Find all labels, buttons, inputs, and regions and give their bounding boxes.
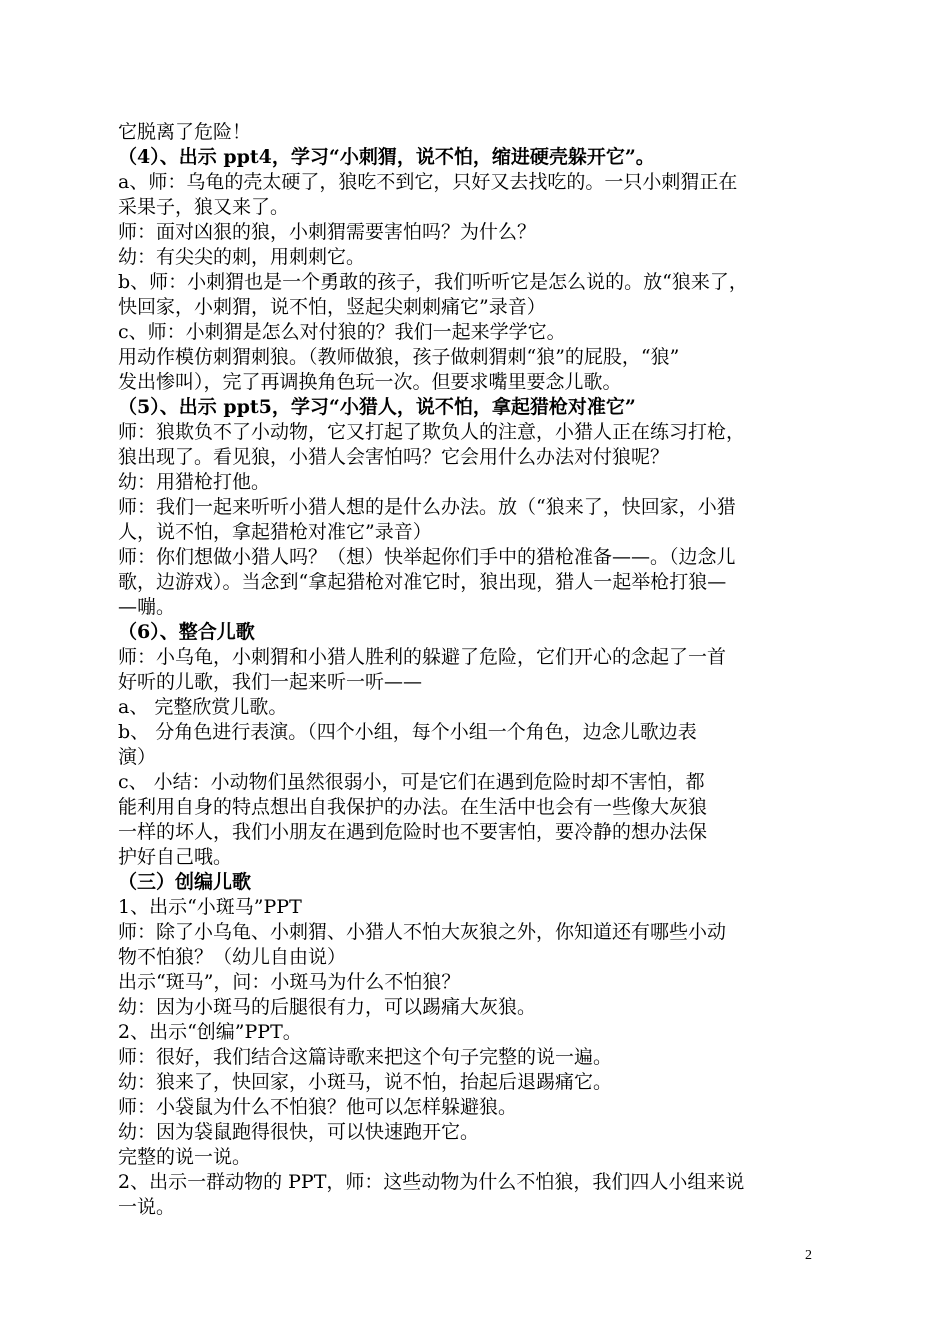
text-line: 歌，边游戏）。当念到“拿起猎枪对准它时，狼出现，猎人一起举枪打狼— (118, 571, 727, 593)
text-line: c、师：小刺猬是怎么对付狼的？我们一起来学学它。 (118, 321, 566, 343)
text-line: 它脱离了危险！ (118, 121, 252, 143)
text-line: 好听的儿歌，我们一起来听一听—— (118, 671, 423, 693)
page-number: 2 (805, 1248, 812, 1263)
section-heading: （5）、出示 ppt5，学习“小猎人，说不怕，拿起猎枪对准它” (118, 396, 636, 418)
text-line: 师：小乌龟，小刺猬和小猎人胜利的躲避了危险，它们开心的念起了一首 (118, 646, 727, 668)
text-line: 2、出示一群动物的 PPT，师：这些动物为什么不怕狼，我们四人小组来说 (118, 1171, 745, 1193)
section-heading: （6）、整合儿歌 (118, 621, 255, 643)
text-line: 物不怕狼？（幼儿自由说） (118, 946, 347, 968)
text-line: 师：我们一起来听听小猎人想的是什么办法。放（“狼来了，快回家，小猎 (118, 496, 736, 518)
text-line: 幼：因为袋鼠跑得很快，可以快速跑开它。 (118, 1121, 480, 1143)
text-line: 演） (118, 746, 157, 768)
text-line: 1、出示“小斑马”PPT (118, 896, 302, 918)
text-line: 发出惨叫），完了再调换角色玩一次。但要求嘴里要念儿歌。 (118, 371, 622, 393)
text-line: b、师：小刺猬也是一个勇敢的孩子，我们听听它是怎么说的。放“狼来了， (118, 271, 748, 293)
text-line: 师：小袋鼠为什么不怕狼？他可以怎样躲避狼。 (118, 1096, 518, 1118)
text-line: 2、出示“创编”PPT。 (118, 1021, 302, 1043)
text-line: 采果子，狼又来了。 (118, 196, 290, 218)
document-body (118, 120, 818, 1220)
text-line: —嘣。 (118, 596, 176, 618)
text-line: 护好自己哦。 (118, 846, 233, 868)
text-line: 出示“斑马”，问：小斑马为什么不怕狼？ (118, 971, 461, 993)
text-line: b、 分角色进行表演。（四个小组，每个小组一个角色，边念儿歌边表 (118, 721, 697, 743)
text-line: 一样的坏人，我们小朋友在遇到危险时也不要害怕，要冷静的想办法保 (118, 821, 708, 843)
section-heading: （4）、出示 ppt4，学习“小刺猬，说不怕，缩进硬壳躲开它”。 (118, 146, 655, 168)
text-line: 师：很好，我们结合这篇诗歌来把这个句子完整的说一遍。 (118, 1046, 613, 1068)
text-line: c、 小结：小动物们虽然很弱小，可是它们在遇到危险时却不害怕，都 (118, 771, 705, 793)
text-line: 狼出现了。看见狼，小猎人会害怕吗？它会用什么办法对付狼呢？ (118, 446, 670, 468)
text-line: 师：面对凶狠的狼，小刺猬需要害怕吗？为什么？ (118, 221, 537, 243)
text-line: a、 完整欣赏儿歌。 (118, 696, 288, 718)
text-line: 能利用自身的特点想出自我保护的办法。在生活中也会有一些像大灰狼 (118, 796, 708, 818)
text-line: 幼：因为小斑马的后腿很有力，可以踢痛大灰狼。 (118, 996, 537, 1018)
text-line: a、师：乌龟的壳太硬了，狼吃不到它，只好又去找吃的。一只小刺猬正在 (118, 171, 738, 193)
text-line: 师：你们想做小猎人吗？（想）快举起你们手中的猎枪准备——。（边念儿 (118, 546, 736, 568)
text-line: 幼：用猎枪打他。 (118, 471, 271, 493)
text-line: 完整的说一说。 (118, 1146, 252, 1168)
text-line: 幼：狼来了，快回家，小斑马，说不怕，抬起后退踢痛它。 (118, 1071, 613, 1093)
text-line: 师：狼欺负不了小动物，它又打起了欺负人的注意，小猎人正在练习打枪， (118, 421, 746, 443)
text-line: 快回家，小刺猬，说不怕，竖起尖刺刺痛它”录音） (118, 296, 546, 318)
section-heading: （三）创编儿歌 (118, 871, 252, 893)
text-line: 用动作模仿刺猬刺狼。（教师做狼，孩子做刺猬刺“狼”的屁股，“狼” (118, 346, 680, 368)
text-line: 人，说不怕，拿起猎枪对准它”录音） (118, 521, 432, 543)
text-line: 一说。 (118, 1196, 176, 1218)
text-line: 幼：有尖尖的刺，用刺刺它。 (118, 246, 366, 268)
text-line: 师：除了小乌龟、小刺猬、小猎人不怕大灰狼之外，你知道还有哪些小动 (118, 921, 727, 943)
